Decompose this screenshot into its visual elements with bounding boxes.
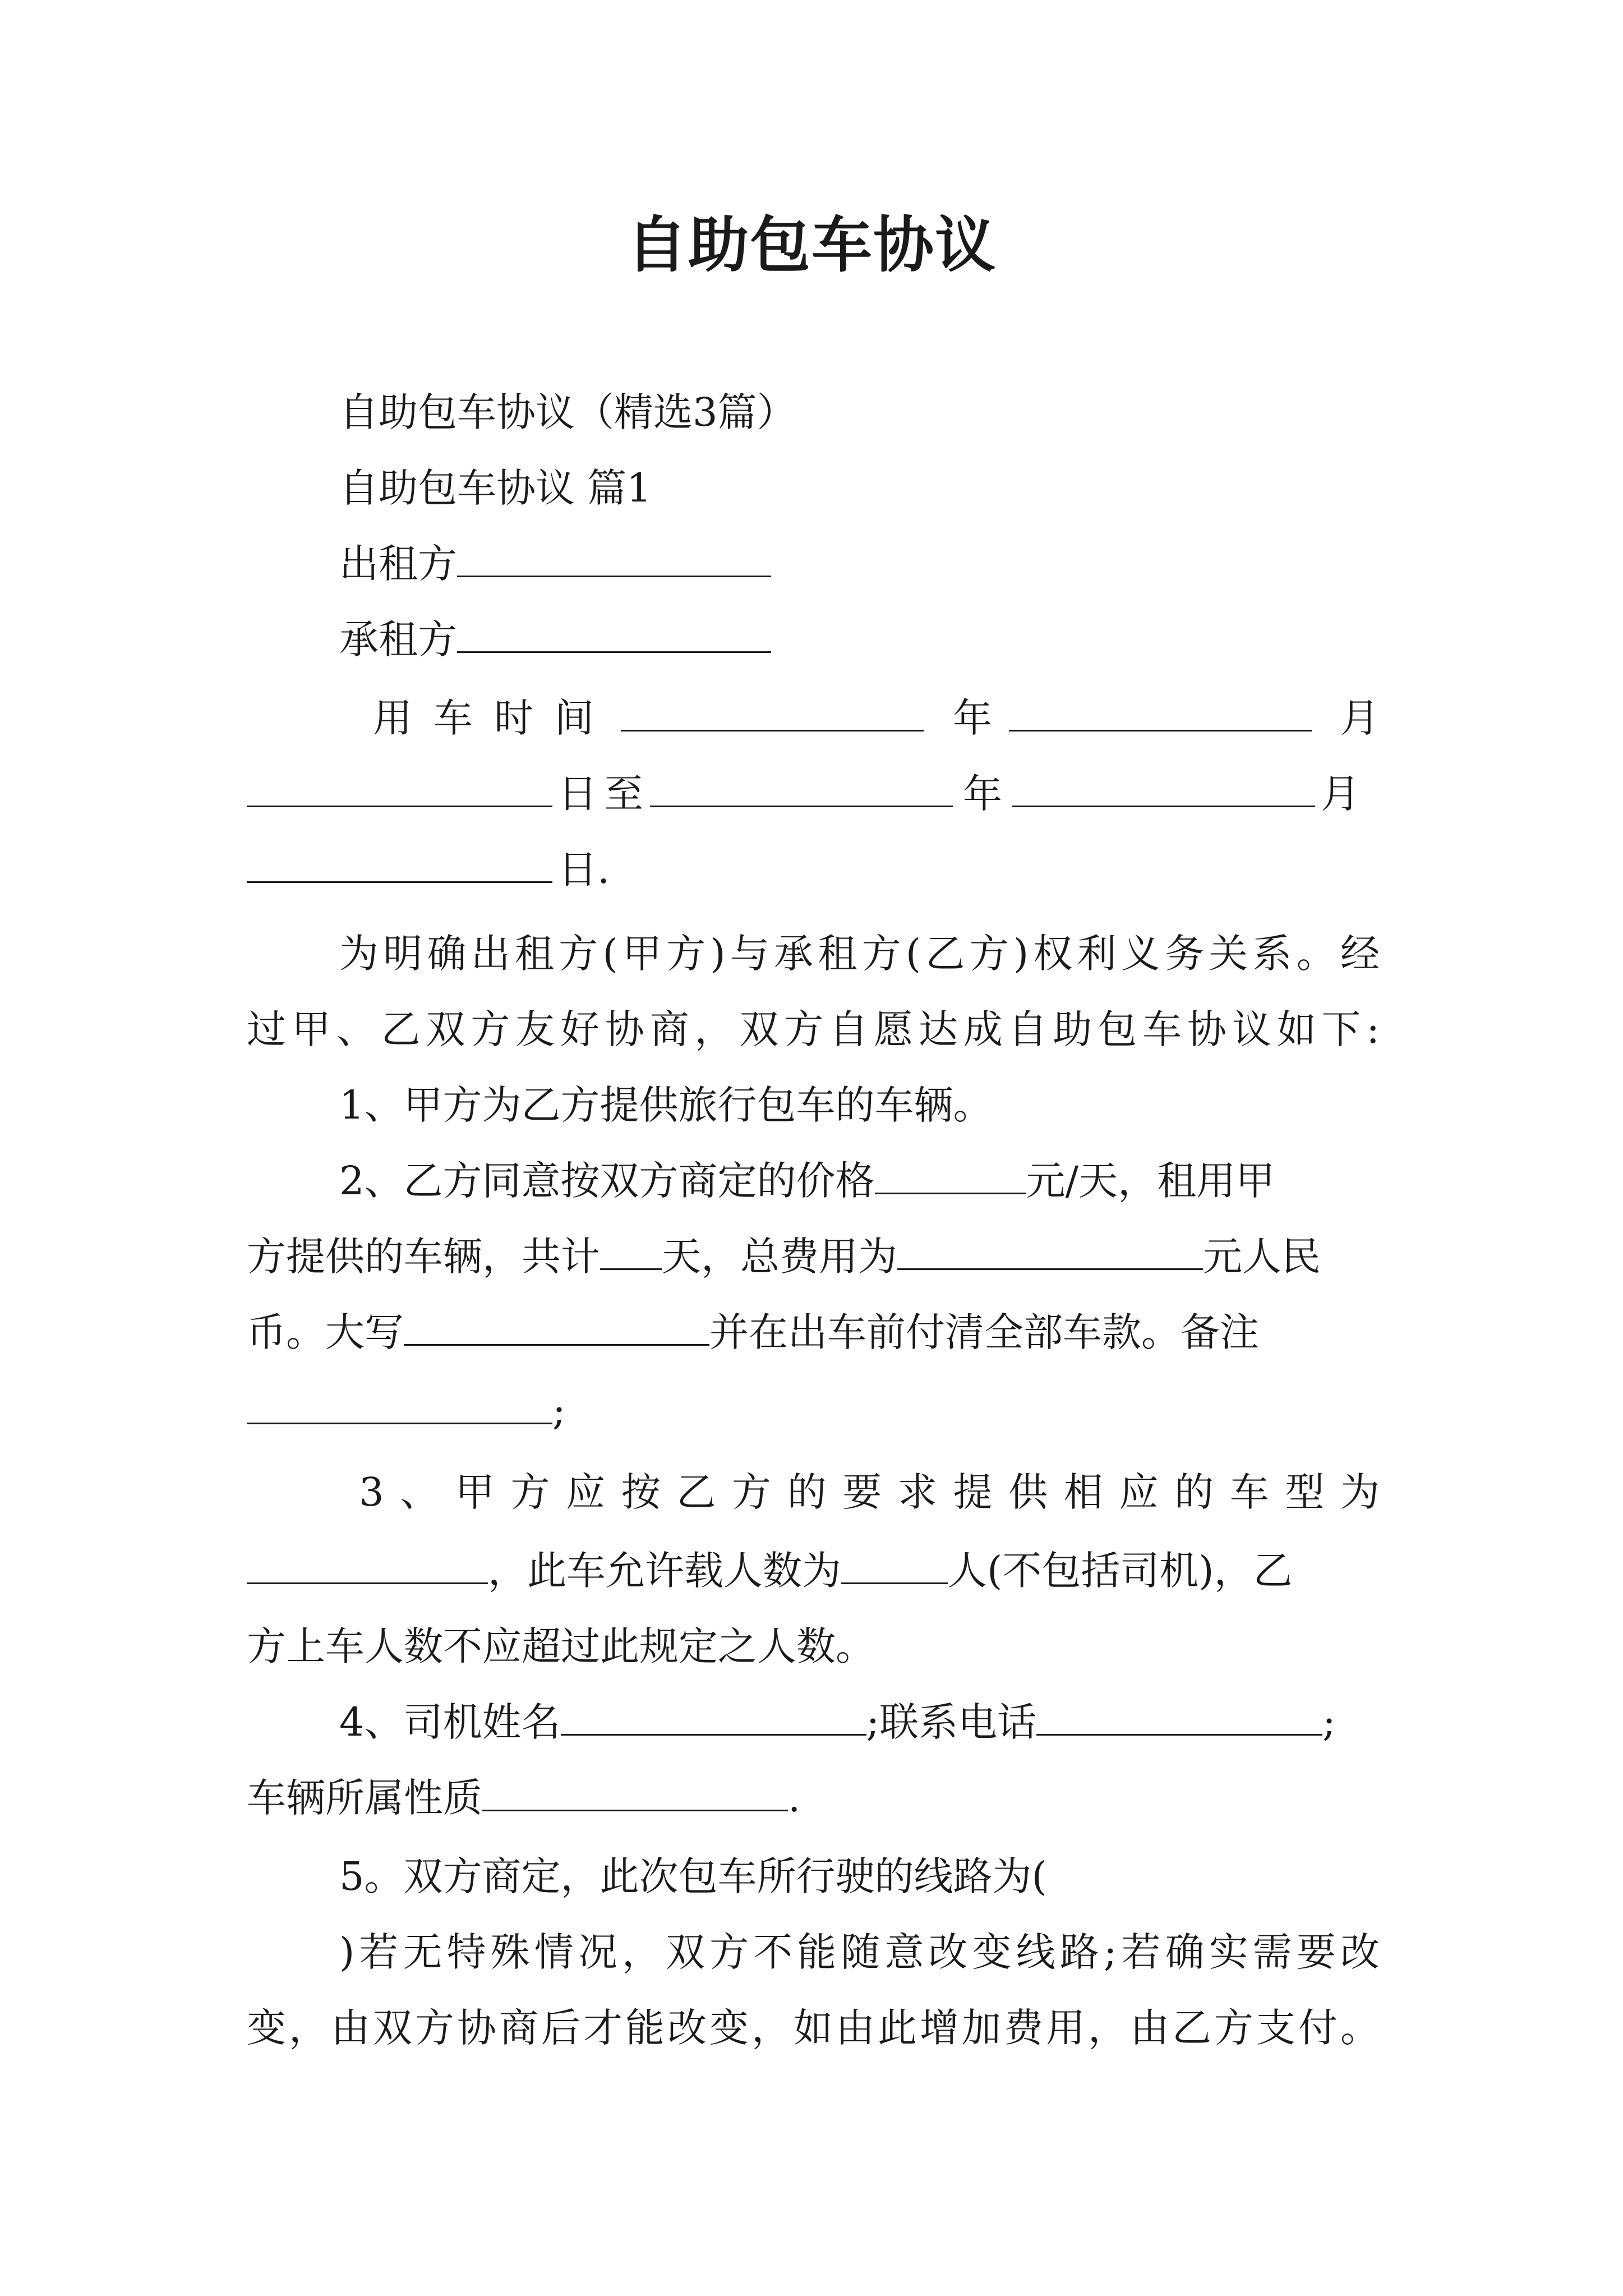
clause-4-text-4: 车辆所属性质 xyxy=(247,1775,482,1821)
start-month-label: 月 xyxy=(1340,695,1380,741)
end-day-blank xyxy=(247,846,552,883)
start-day-label: 日至 xyxy=(558,771,650,817)
intro-text-1: 为明确出租方(甲方)与承租方(乙方)权利义务关系。经 xyxy=(339,931,1380,977)
clause-3-line-2 xyxy=(247,1540,1380,1602)
start-day-blank xyxy=(247,771,552,807)
clause-4-text-5: . xyxy=(788,1775,801,1821)
clause-2-text-8: ; xyxy=(552,1388,566,1434)
capacity-blank xyxy=(841,1548,948,1584)
lessor-line xyxy=(339,533,1380,595)
clause-2-text-4: 天，总费用为 xyxy=(662,1234,897,1280)
start-year-blank xyxy=(621,695,924,731)
vehicle-nature-blank xyxy=(482,1775,788,1811)
clause-5-text-1: 5。双方商定，此次包车所行驶的线路为( xyxy=(339,1853,1047,1899)
daily-price-blank xyxy=(875,1158,1026,1194)
section-heading-text: 自助包车协议 篇1 xyxy=(339,465,652,511)
clause-4-text-3: ; xyxy=(1322,1699,1336,1745)
clause-5-text-3: 变，由双方协商后才能改变，如由此增加费用，由乙方支付。 xyxy=(247,2005,1380,2051)
clause-3-text-2: ，此车允许载人数为 xyxy=(488,1548,841,1594)
amount-in-words-blank xyxy=(404,1309,709,1346)
clause-5-line-1 xyxy=(339,1846,1380,1907)
clause-3-line-1 xyxy=(359,1461,1380,1523)
intro-paragraph-line-2 xyxy=(247,999,1380,1060)
clause-1-text: 1、甲方为乙方提供旅行包车的车辆。 xyxy=(339,1082,993,1128)
clause-3-text-3: 人(不包括司机)，乙 xyxy=(948,1548,1293,1594)
clause-2-line-4 xyxy=(247,1380,1380,1442)
rental-period-label: 用车时间 xyxy=(373,695,615,741)
start-month-blank xyxy=(1009,695,1312,731)
rental-period-line-3 xyxy=(247,839,1380,900)
clause-2-text-1: 2、乙方同意按双方商定的价格 xyxy=(339,1158,875,1204)
clause-2-text-7: 并在出车前付清全部车款。备注 xyxy=(709,1309,1259,1355)
clause-2-text-5: 元人民 xyxy=(1203,1234,1321,1280)
clause-3-text-1: 3、甲方应按乙方的要求提供相应的车型为 xyxy=(359,1469,1380,1515)
phone-blank xyxy=(1036,1699,1322,1736)
subtitle-text: 自助包车协议（精选3篇） xyxy=(339,389,796,435)
clause-4-text-1: 4、司机姓名 xyxy=(339,1699,561,1745)
end-month-label: 月 xyxy=(1321,771,1360,817)
clause-5-text-2: )若无特殊情况，双方不能随意改变线路;若确实需要改 xyxy=(339,1929,1380,1975)
end-month-blank xyxy=(1012,771,1315,807)
start-year-label: 年 xyxy=(953,695,993,741)
driver-name-blank xyxy=(561,1699,866,1736)
clause-4-line-2 xyxy=(247,1767,1380,1829)
lessee-line xyxy=(339,609,1380,670)
clause-5-line-2 xyxy=(339,1921,1380,1983)
end-year-label: 年 xyxy=(963,771,1002,817)
clause-5-line-3 xyxy=(247,1997,1380,2059)
lessor-label: 出租方 xyxy=(339,541,457,587)
subtitle-line xyxy=(339,381,1380,443)
clause-2-text-6: 币。大写 xyxy=(247,1309,404,1355)
vehicle-model-blank xyxy=(247,1548,488,1584)
rental-period-line-1 xyxy=(373,687,1380,749)
clause-2-line-3 xyxy=(247,1301,1380,1363)
clause-3-line-3 xyxy=(247,1616,1380,1677)
days-blank xyxy=(600,1234,662,1270)
clause-2-text-2: 元/天，租用甲 xyxy=(1026,1158,1275,1204)
clause-4-text-2: ;联系电话 xyxy=(866,1699,1037,1745)
clause-3-text-4: 方上车人数不应超过此规定之人数。 xyxy=(247,1623,875,1669)
rental-period-line-2 xyxy=(247,763,1380,825)
clause-1 xyxy=(339,1074,1380,1136)
section-heading xyxy=(339,457,1380,519)
total-fee-blank xyxy=(897,1234,1203,1270)
clause-2-text-3: 方提供的车辆，共计 xyxy=(247,1234,600,1280)
end-day-label: 日. xyxy=(558,846,610,892)
document-title: 自助包车协议 xyxy=(626,210,997,280)
lessee-blank xyxy=(457,616,771,653)
clause-2-line-2 xyxy=(247,1226,1380,1287)
clause-2-line-1 xyxy=(339,1150,1380,1212)
lessor-blank xyxy=(457,541,771,577)
clause-4-line-1 xyxy=(339,1691,1380,1753)
end-year-blank xyxy=(650,771,953,807)
remarks-blank xyxy=(247,1388,552,1424)
intro-paragraph-line-1 xyxy=(339,923,1380,984)
lessee-label: 承租方 xyxy=(339,616,457,662)
intro-text-2: 过甲、乙双方友好协商，双方自愿达成自助包车协议如下: xyxy=(247,1006,1380,1052)
